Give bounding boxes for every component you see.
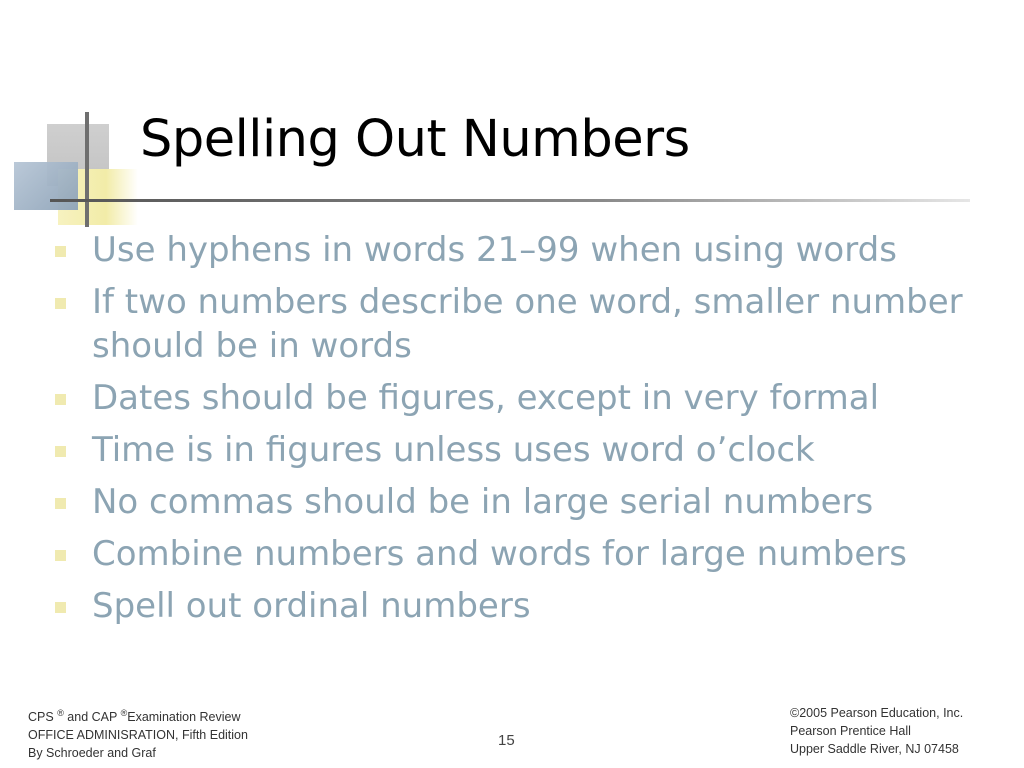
bullet-square-icon <box>55 394 66 405</box>
footer-left-line1 <box>28 704 248 726</box>
bullet-square-icon <box>55 298 66 309</box>
bullet-item <box>55 584 975 628</box>
footer-left-line2: OFFICE ADMINISRATION, Fifth Edition <box>28 728 248 743</box>
page-number: 15 <box>498 732 515 749</box>
bullet-square-icon <box>55 446 66 457</box>
bullet-item <box>55 376 975 420</box>
footer-cps: CPS <box>28 710 54 725</box>
footer-exam-review: Examination Review <box>127 710 241 725</box>
bullet-text: Use hyphens in words 21–99 when using words <box>92 230 897 270</box>
bullet-text: Dates should be figures, except in very formal <box>92 378 880 418</box>
bullet-list <box>55 228 975 636</box>
bullet-text: Time is in figures unless uses word o’clock <box>92 430 815 470</box>
bullet-text: Combine numbers and words for large numbers <box>92 534 907 574</box>
footer-left-line3: By Schroeder and Graf <box>28 746 156 761</box>
footer-left <box>28 704 248 762</box>
footer-and-cap: and CAP <box>63 710 121 725</box>
bullet-item <box>55 480 975 524</box>
logo-blue-square <box>14 162 78 210</box>
bullet-item <box>55 532 975 576</box>
footer-right-line1: ©2005 Pearson Education, Inc. <box>790 706 964 720</box>
bullet-item <box>55 280 975 368</box>
bullet-item <box>55 228 975 272</box>
logo-vertical-line <box>85 112 89 227</box>
bullet-item <box>55 428 975 472</box>
slide-title: Spelling Out Numbers <box>140 110 690 169</box>
bullet-square-icon <box>55 602 66 613</box>
footer-right-line3: Upper Saddle River, NJ 07458 <box>790 742 959 756</box>
bullet-text: Spell out ordinal numbers <box>92 586 531 626</box>
registered-mark: ® <box>120 708 128 718</box>
registered-mark: ® <box>57 708 64 718</box>
bullet-text: If two numbers describe one word, smaller number should be in words <box>92 282 963 366</box>
bullet-square-icon <box>55 550 66 561</box>
footer-right-line2: Pearson Prentice Hall <box>790 724 911 738</box>
title-underline <box>50 199 970 202</box>
bullet-text: No commas should be in large serial numbers <box>92 482 874 522</box>
bullet-square-icon <box>55 498 66 509</box>
bullet-square-icon <box>55 246 66 257</box>
footer-right <box>790 704 963 758</box>
